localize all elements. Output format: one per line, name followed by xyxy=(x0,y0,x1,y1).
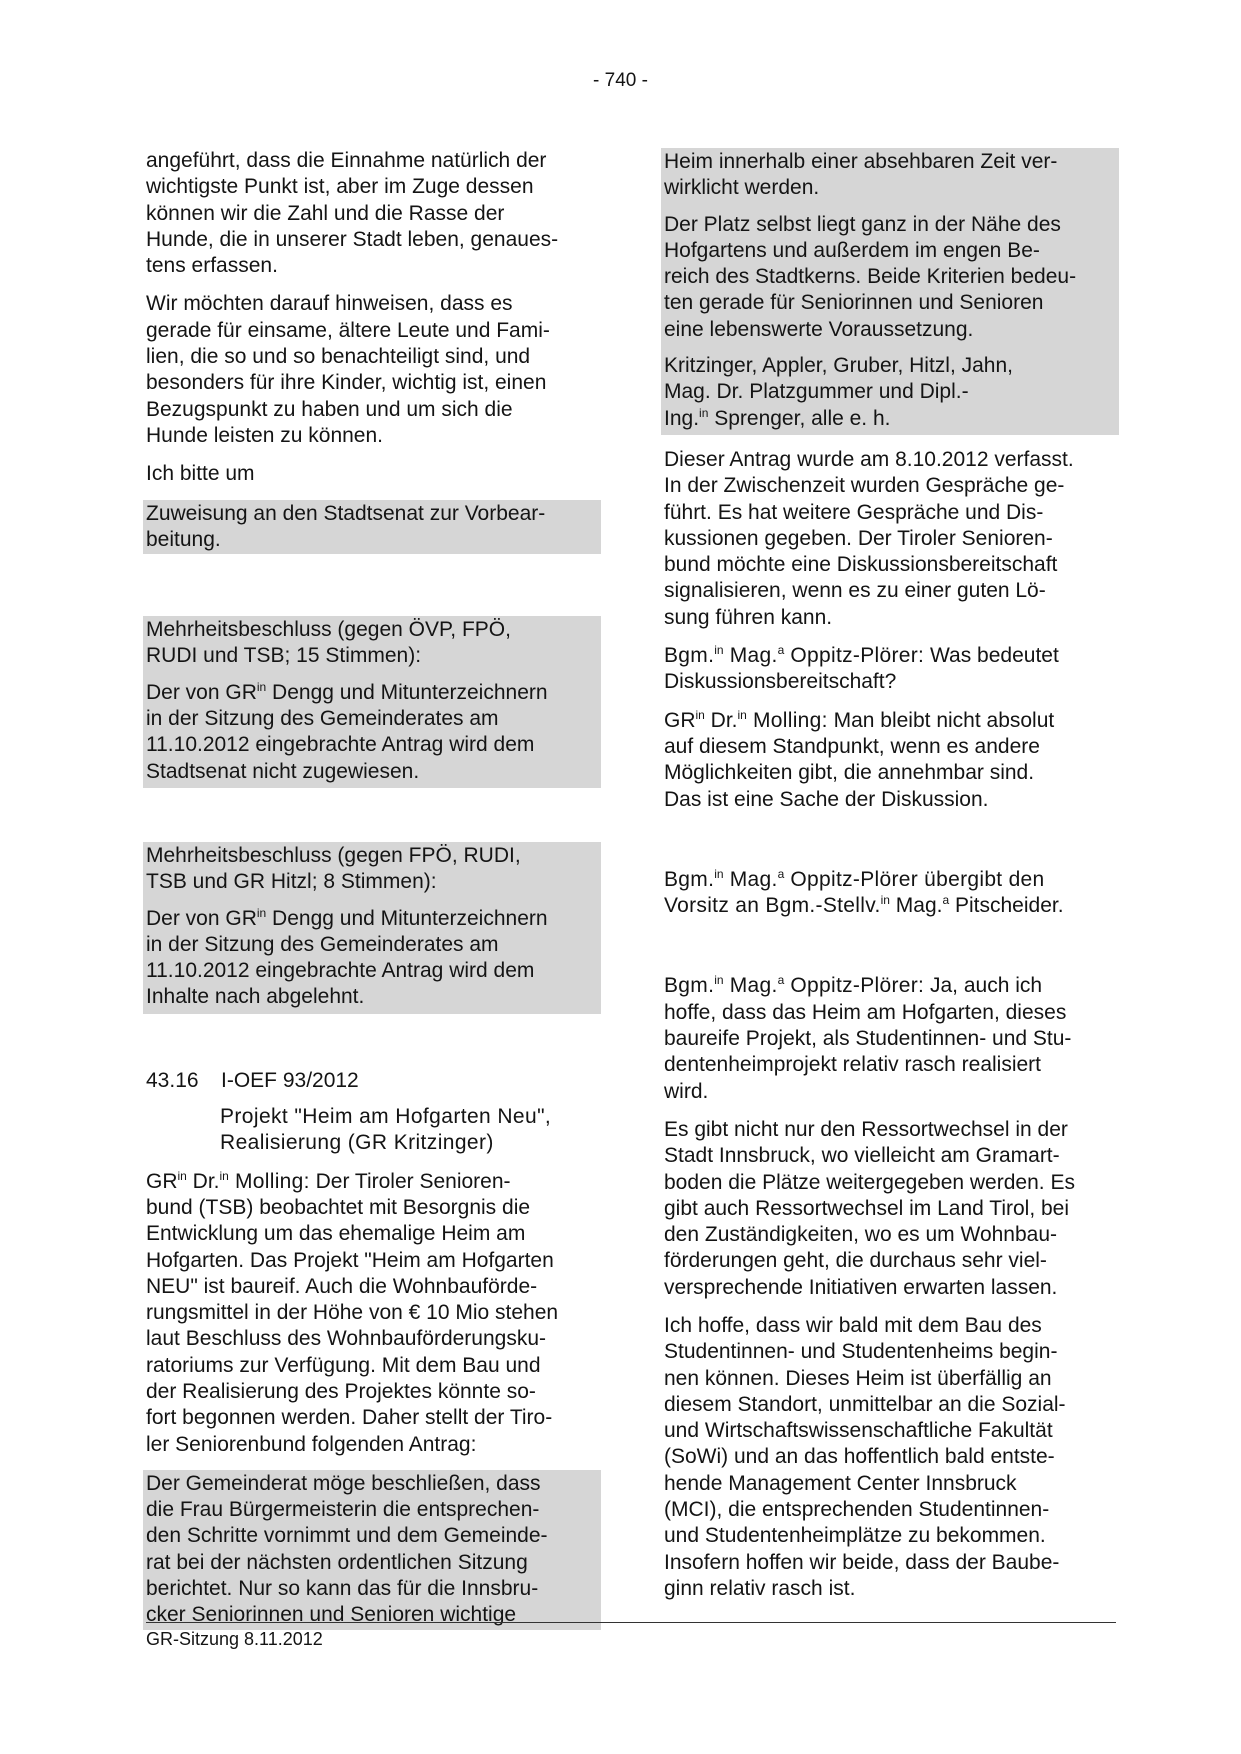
resolution-vote: Mehrheitsbeschluss (gegen ÖVP, FPÖ, RUDI und TSB; 15 Stimmen): xyxy=(146,618,511,668)
resolution-vote: Mehrheitsbeschluss (gegen FPÖ, RUDI, TSB und GR Hitzl; 8 Stimmen): xyxy=(146,843,521,894)
speech-oppitz-ploerer: Bgm.$^{in}$ Mag.$^a$ Oppitz-Plörer: Ja, auch ich hoffe, dass das Heim am Hofgarten, dieses baureife Projekt, als Studentinnen- und Stu- dentenheimprojekt relativ rasch realisiert wird. xyxy=(664,973,1072,1103)
motion-continuation xyxy=(661,148,1119,435)
paragraph: Wir möchten darauf hinweisen, dass es gerade für einsame, ältere Leute und Fami- lien, die so und so benachteiligt sind, und besonders für ihre Kinder, wichtig ist, einen Bezugspunkt zu haben und um sich die Hunde leisten zu können. xyxy=(146,292,550,447)
left-column xyxy=(146,148,598,1630)
footer-session-date: GR-Sitzung 8.11.2012 xyxy=(146,1629,323,1649)
paragraph: Dieser Antrag wurde am 8.10.2012 verfasst. In der Zwischenzeit wurden Gespräche ge- führt. Es hat weitere Gespräche und Dis- kussionen gegeben. Der Tiroler Senioren- bund möchte eine Diskussionsbereitschaft signalisieren, wenn es zu einer guten Lö- sung führen kann. xyxy=(664,447,1074,629)
footer xyxy=(146,1622,1116,1650)
paragraph: Der Platz selbst liegt ganz in der Nähe des Hofgartens und außerdem im engen Be- reich des Stadtkerns. Beide Kriterien bedeu- ten gerade für Seniorinnen und Senioren eine lebenswerte Voraussetzung. xyxy=(664,212,1077,341)
motion-text: Der Gemeinderat möge beschließen, dass die Frau Bürgermeisterin die entsprechen- den Schritte vornimmt und dem Gemeinde- rat bei der nächsten ordentlichen Sitzung berichtet. Nur so kann das für die Innsbru- cker Seniorinnen und Senioren wichtige xyxy=(143,1470,601,1630)
speech-oppitz-ploerer: Bgm.$^{in}$ Mag.$^a$ Oppitz-Plörer: Was bedeutet Diskussionsbereitschaft? xyxy=(664,643,1059,694)
paragraph: Heim innerhalb einer absehbaren Zeit ver- wirklicht werden. xyxy=(664,150,1058,200)
paragraph: Ich bitte um xyxy=(146,462,255,486)
agenda-item-number: 43.16 xyxy=(146,1068,199,1092)
signatories: Kritzinger, Appler, Gruber, Hitzl, Jahn, Mag. Dr. Platzgummer und Dipl.- Ing.$^{in}$ Sprenger, alle e. h. xyxy=(664,354,1014,430)
page-number: - 740 - xyxy=(593,70,648,91)
resolution-block-2 xyxy=(143,842,601,1014)
paragraph: Ich hoffe, dass wir bald mit dem Bau des Studentinnen- und Studentenheims begin- nen können. Dieses Heim ist überfällig an diesem Standort, unmittelbar an die Sozial- und Wirtschaftswissenschaftliche Fakultät (SoWi) und an das hoffentlich bald entste- hende Management Center Innsbruck (MCI), die entsprechenden Studentinnen- und Studentenheimplätze zu bekommen. Insofern hoffen wir beide, dass der Baube- ginn relativ rasch ist. xyxy=(664,1313,1066,1600)
agenda-item-heading xyxy=(146,1068,598,1094)
agenda-item-title: Projekt "Heim am Hofgarten Neu", Realisierung (GR Kritzinger) xyxy=(220,1105,552,1155)
right-column xyxy=(664,148,1116,1614)
paragraph: angeführt, dass die Einnahme natürlich der wichtigste Punkt ist, aber im Zuge dessen können wir die Zahl und die Rasse der Hunde, die in unserer Stadt leben, genaues- tens erfassen. xyxy=(146,149,559,278)
resolution-text: Der von $GR^{in}$ Dengg und Mitunterzeichnern in der Sitzung des Gemeinderates am 11.10.2012 eingebrachte Antrag wird dem Inhalte nach abgelehnt. xyxy=(146,905,548,1009)
chair-handover: Bgm.$^{in}$ Mag.$^a$ Oppitz-Plörer übergibt den Vorsitz an Bgm.-Stellv.$^{in}$ Mag.$^a$ Pitscheider. xyxy=(664,866,1064,918)
paragraph: Es gibt nicht nur den Ressortwechsel in der Stadt Innsbruck, wo vielleicht am Gramart- boden die Plätze weitergegeben werden. Es gibt auch Ressortwechsel im Land Tirol, bei den Zuständigkeiten, wo es um Wohnbau- förderungen geht, die durchaus sehr viel- versprechende Initiativen erwarten lassen. xyxy=(664,1117,1075,1299)
speech-molling: $GR^{in}$ Dr.$^{in}$ Molling: Man bleibt nicht absolut auf diesem Standpunkt, wenn es andere Möglichkeiten gibt, die annehmbar sind. Das ist eine Sache der Diskussion. xyxy=(664,707,1055,811)
motion-assignment: Zuweisung an den Stadtsenat zur Vorbear- beitung. xyxy=(143,500,601,555)
speech-molling: $GR^{in}$ Dr.$^{in}$ Molling: Der Tiroler Senioren- bund (TSB) beobachtet mit Besorgnis die Entwicklung um das ehemalige Heim am Hofgarten. Das Projekt "Heim am Hofgarten NEU" ist baureif. Auch die Wohnbauförde- rungsmittel in der Höhe von € 10 Mio stehen laut Beschluss des Wohnbauförderungsku- ratoriums zur Verfügung. Mit dem Bau und der Realisierung des Projektes könnte so- fort begonnen werden. Daher stellt der Tiro- ler Seniorenbund folgenden Antrag: xyxy=(146,1168,559,1456)
resolution-text: Der von $GR^{in}$ Dengg und Mitunterzeichnern in der Sitzung des Gemeinderates am 11.10.2012 eingebrachte Antrag wird dem Stadtsenat nicht zugewiesen. xyxy=(146,679,548,783)
agenda-item-code: I-OEF 93/2012 xyxy=(221,1068,359,1092)
resolution-block-1 xyxy=(143,616,601,788)
